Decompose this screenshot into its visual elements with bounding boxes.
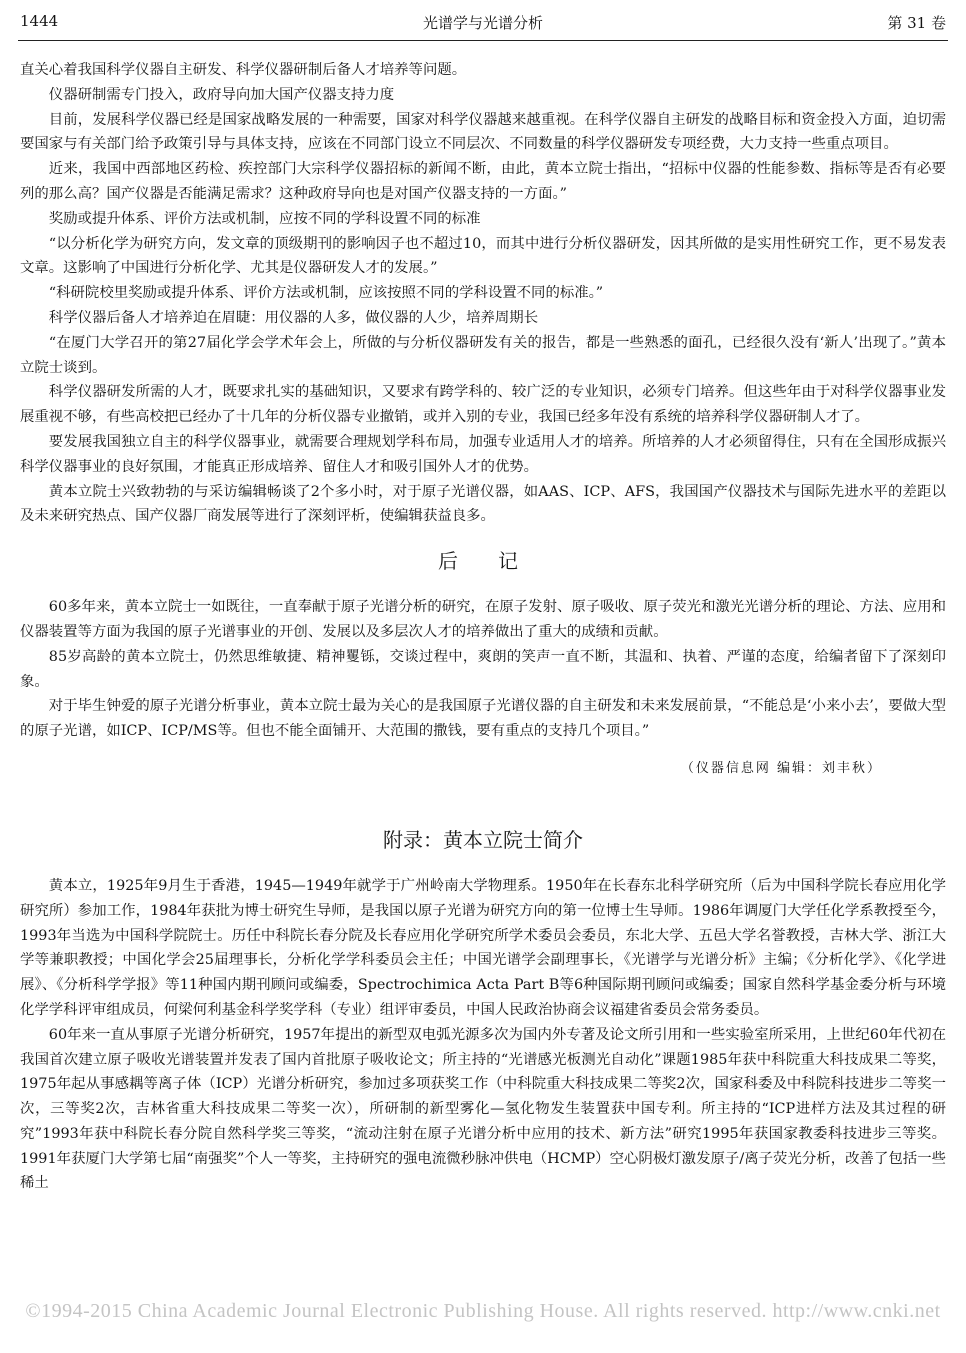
- paragraph: 要发展我国独立自主的科学仪器事业，就需要合理规划学科布局，加强专业适用人才的培养。所培养的人才必须留得住，只有在全国形成振兴科学仪器事业的良好氛围，才能真正形成培养、留住人才和吸引国外人才的优势。: [20, 433, 946, 475]
- paragraph: 对于毕生钟爱的原子光谱分析事业，黄本立院士最为关心的是我国原子光谱仪器的自主研发和未来发展前景，“不能总是‘小来小去’，要做大型的原子光谱，如ICP、ICP/MS等。但也不能全面铺开、大范围的撒钱，要有重点的支持几个项目。”: [20, 698, 946, 740]
- journal-title: 光谱学与光谱分析: [422, 14, 543, 32]
- subheading: 科学仪器后备人才培养迫在眉睫：用仪器的人多，做仪器的人少，培养周期长: [48, 309, 539, 326]
- copyright-watermark: ©1994-2015 China Academic Journal Electronic Publishing House. All rights reserved. http://www.cnki.net: [25, 1300, 941, 1322]
- paragraph: 直关心着我国科学仪器自主研发、科学仪器研制后备人才培养等问题。: [20, 62, 467, 78]
- paragraph: 近来，我国中西部地区药检、疾控部门大宗科学仪器招标的新闻不断，由此，黄本立院士指出，“招标中仪器的性能参数、指标等是否有必要列的那么高？国产仪器是否能满足需求？这种政府导向也是对国产仪器支持的一方面。”: [20, 161, 946, 202]
- paragraph: 黄本立院士兴致勃勃的与采访编辑畅谈了2个多小时，对于原子光谱仪器，如AAS、ICP、AFS，我国国产仪器技术与国际先进水平的差距以及未来研究热点、国产仪器厂商发展等进行了深刻评析，使编辑获益良多。: [20, 483, 946, 525]
- paragraph: “科研院校里奖励或提升体系、评价方法或机制，应该按照不同的学科设置不同的标准。”: [48, 285, 604, 302]
- page-number: 1444: [20, 12, 59, 30]
- paragraph: 科学仪器研发所需的人才，既要求扎实的基础知识，又要求有跨学科的、较广泛的专业知识，必须专门培养。但这些年由于对科学仪器事业发展重视不够，有些高校把已经办了十几年的分析仪器专业撤销，或并入别的专业，我国已经多年没有系统的培养科学仪器研制人才了。: [20, 384, 946, 426]
- editor-credit: （仪器信息网 编辑：刘丰秋）: [680, 760, 882, 776]
- page-header: [20, 12, 946, 34]
- paragraph: 60多年来，黄本立院士一如既往，一直奉献于原子光谱分析的研究，在原子发射、原子吸收、原子荧光和激光光谱分析的理论、方法、应用和仪器装置等方面为我国的原子光谱事业的开创、发展以及多层次人才的培养做出了重大的成绩和贡献。: [20, 599, 946, 640]
- paragraph: “以分析化学为研究方向，发文章的顶级期刊的影响因子也不超过10，而其中进行分析仪器研发，因其所做的是实用性研究工作，更不易发表文章。这影响了中国进行分析化学、尤其是仪器研发人才的发展。”: [20, 235, 946, 277]
- header-rule: [18, 40, 948, 41]
- paragraph: 60年来一直从事原子光谱分析研究，1957年提出的新型双电弧光源多次为国内外专著及论文所引用和一些实验室所采用，上世纪60年代初在我国首次建立原子吸收光谱装置并发表了国内首批原子吸收论文；所主持的“光谱感光板测光自动化”课题1985年获中科院重大科技成果二等奖，1975年起从事感耦等离子体（ICP）光谱分析研究，参加过多项获奖工作（中科院重大科技成果二等奖2次，国家科委及中科院科技进步二等奖一次，三等奖2次，吉林省重大科技成果二等奖一次），所研制的新型雾化—氢化物发生装置获中国专利。所主持的“ICP进样方法及其过程的研究”1993年获中科院长春分院自然科学奖三等奖，“流动注射在原子光谱分析中应用的技术、新方法”研究1995年获国家教委科技进步三等奖。1991年获厦门大学第七届“南强奖”个人一等奖，主持研究的强电流微秒脉冲供电（HCMP）空心阴极灯激发原子/离子荧光分析，改善了包括一些稀土: [20, 1026, 946, 1192]
- paragraph: “在厦门大学召开的第27届化学会学术年会上，所做的与分析仪器研发有关的报告，都是一些熟悉的面孔，已经很久没有‘新人’出现了。”黄本立院士谈到。: [20, 334, 946, 376]
- section-heading-postscript: 后 记: [438, 549, 528, 574]
- subheading: 奖励或提升体系、评价方法或机制，应按不同的学科设置不同的标准: [48, 210, 481, 227]
- section-heading-appendix: 附录：黄本立院士简介: [383, 827, 583, 852]
- volume-label: 第 31 卷: [887, 14, 946, 32]
- paragraph: 85岁高龄的黄本立院士，仍然思维敏捷、精神矍铄，交谈过程中，爽朗的笑声一直不断，其温和、执着、严谨的态度，给编者留下了深刻印象。: [20, 648, 946, 690]
- paragraph: 黄本立，1925年9月生于香港，1945—1949年就学于广州岭南大学物理系。1950年在长春东北科学研究所（后为中国科学院长春应用化学研究所）参加工作，1984年获批为博士研究生导师，是我国以原子光谱为研究方向的第一位博士生导师。1986年调厦门大学任化学系教授至今，1993年当选为中国科学院院士。历任中科院长春分院及长春应用化学研究所学术委员会委员，东北大学、五邑大学名誉教授，吉林大学、浙江大学等兼职教授；中国化学会25届理事长，分析化学学科委员会主任；中国光谱学会副理事长，《光谱学与光谱分析》主编；《分析化学》、《化学进展》、《分析科学学报》等11种国内期刊顾问或编委，Spectrochimica Acta Part B等6种国际期刊顾问或编委；国家自然科学基金委分析与环境化学学科评审组成员，何梁何利基金科学奖学科（专业）组评审委员，中国人民政治协商会议福建省委员会常务委员。: [20, 877, 946, 1018]
- subheading: 仪器研制需专门投入，政府导向加大国产仪器支持力度: [48, 86, 395, 103]
- paragraph: 目前，发展科学仪器已经是国家战略发展的一种需要，国家对科学仪器越来越重视。在科学仪器自主研发的战略目标和资金投入方面，迫切需要国家与有关部门给予政策引导与具体支持，应该在不同部门设立不同层次、不同数量的科学仪器研发专项经费，大力支持一些重点项目。: [20, 111, 946, 153]
- article-body: [20, 58, 946, 1196]
